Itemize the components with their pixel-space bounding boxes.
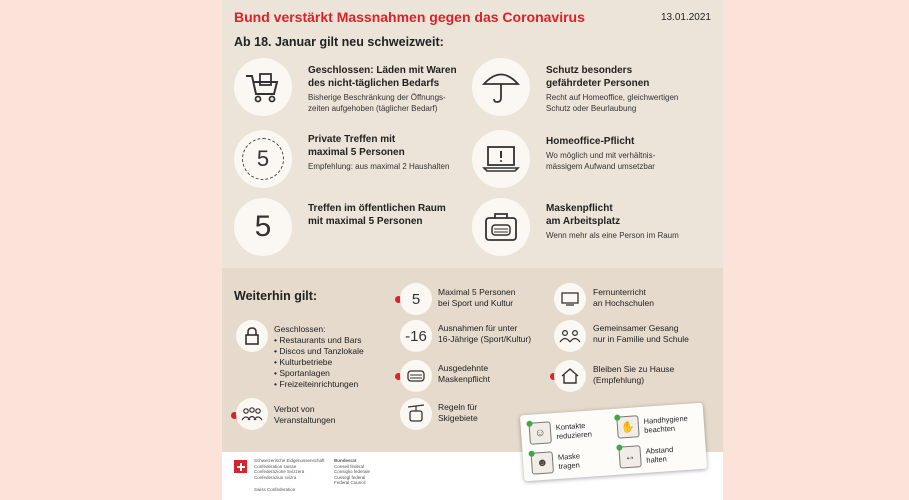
five-small-icon: 5: [400, 283, 432, 315]
five-icon: 5: [234, 198, 292, 256]
remote-text: Fernunterricht an Hochschulen: [593, 287, 654, 308]
contacts-icon: ☺: [528, 421, 551, 444]
shopping-cart-icon: [234, 58, 292, 116]
card-item-mask: ☻ Maske tragen: [531, 449, 582, 474]
poster-title: Bund verstärkt Massnahmen gegen das Coronavirus: [234, 9, 585, 25]
measure-vulnerable: Schutz besonders gefährdeter Personen Recht auf Homeoffice, gleichwertigen Schutz oder Beurlaubung: [546, 65, 679, 113]
council-names: Bundesrat Conseil fédéral Consiglio federale Cussegl federal Federal Council: [334, 458, 371, 485]
events-text: Verbot von Veranstaltungen: [274, 404, 336, 425]
crowd-icon: [236, 398, 268, 430]
youth-text: Ausnahmen für unter 16-Jährige (Sport/Kultur): [438, 323, 532, 344]
choir-icon: [554, 320, 586, 352]
closed-list: Geschlossen: • Restaurants und Bars • Discos und Tanzlokale • Kulturbetriebe • Sportanlagen • Freizeiteinrichtungen: [274, 324, 364, 389]
mask-icon: [400, 360, 432, 392]
measure-shops: Geschlossen: Läden mit Waren des nicht-täglichen Bedarfs Bisherige Beschränkung der Öffnungs- zeiten aufgehoben (täglicher Bedarf): [308, 65, 457, 113]
cable-car-icon: [400, 398, 432, 430]
weiterhin-heading: Weiterhin gilt:: [234, 289, 318, 303]
distance-icon: ↔: [618, 445, 641, 468]
monitor-icon: [554, 283, 586, 315]
laptop-icon: [472, 130, 530, 188]
house-icon: [554, 360, 586, 392]
sport-text: Maximal 5 Personen bei Sport und Kultur: [438, 287, 516, 308]
measure-homeoffice: Homeoffice-Pflicht Wo möglich und mit verhältnis- mässigem Aufwand umsetzbar: [546, 136, 656, 171]
lock-icon: [236, 320, 268, 352]
hands-icon: ✋: [616, 415, 639, 438]
card-item-hands: ✋ Handhygiene beachten: [616, 412, 689, 439]
swiss-flag-icon: [234, 460, 247, 473]
umbrella-icon: [472, 58, 530, 116]
federation-names: Schweizerische Eidgenossenschaft Confédération suisse Confederazione Svizzera Confederaziun svizra Swiss Confederation: [254, 458, 325, 492]
measure-mask-workplace: Maskenpflicht am Arbeitsplatz Wenn mehr als eine Person im Raum: [546, 203, 679, 240]
mask-text: Ausgedehnte Maskenpflicht: [438, 363, 490, 384]
measure-private-meetings: Private Treffen mit maximal 5 Personen Empfehlung: aus maximal 2 Haushalten: [308, 134, 450, 171]
singing-text: Gemeinsamer Gesang nur in Familie und Schule: [593, 323, 689, 344]
hygiene-card: [520, 403, 707, 482]
five-dashed-icon: 5: [234, 130, 292, 188]
home-text: Bleiben Sie zu Hause (Empfehlung): [593, 364, 675, 385]
poster-date: 13.01.2021: [660, 12, 711, 23]
card-item-distance: ↔ Abstand halten: [618, 443, 674, 469]
poster-subtitle: Ab 18. Januar gilt neu schweizweit:: [234, 35, 444, 49]
poster: [222, 0, 723, 500]
mask-wear-icon: ☻: [531, 451, 554, 474]
ski-text: Regeln für Skigebiete: [438, 402, 478, 423]
briefcase-mask-icon: [472, 198, 530, 256]
under-16-icon: -16: [400, 320, 432, 352]
measure-public-meetings: Treffen im öffentlichen Raum mit maximal 5 Personen: [308, 203, 446, 227]
card-item-contacts: ☺ Kontakte reduzieren: [528, 419, 592, 445]
